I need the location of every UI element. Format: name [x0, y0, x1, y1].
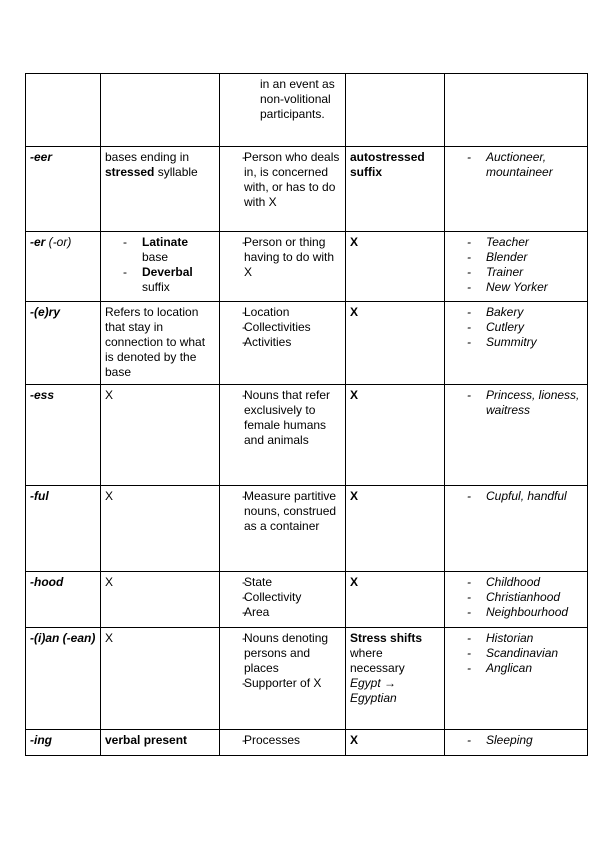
- meaning-cell: [220, 572, 346, 628]
- stress-cell: [346, 74, 445, 147]
- list-item: - Collectivity: [224, 590, 341, 605]
- meaning-cell: [220, 385, 346, 486]
- list-item: - Trainer: [449, 265, 583, 280]
- table-row: [26, 730, 588, 756]
- list-item: - Collectivities: [224, 320, 341, 335]
- base-cell: X: [101, 385, 220, 486]
- examples-cell: [445, 385, 588, 486]
- table-row: [26, 486, 588, 572]
- suffix-cell: -(i)an (-ean): [26, 628, 101, 730]
- meaning-cell: [220, 232, 346, 302]
- meaning-cell: [220, 147, 346, 232]
- list-item: - Childhood: [449, 575, 583, 590]
- list-item: - Cupful, handful: [449, 489, 583, 504]
- list-item: - Person or thing having to do with X: [224, 235, 341, 280]
- stress-cell: autostressed suffix: [346, 147, 445, 232]
- base-cell: X: [101, 486, 220, 572]
- stress-cell: X: [346, 572, 445, 628]
- meaning-cell: [220, 628, 346, 730]
- list-item: - Bakery: [449, 305, 583, 320]
- base-cell: X: [101, 572, 220, 628]
- stress-cell: X: [346, 730, 445, 756]
- list-item: - Location: [224, 305, 341, 320]
- list-item: - Teacher: [449, 235, 583, 250]
- list-item: - Activities: [224, 335, 341, 350]
- base-cell: Refers to location that stay in connection to what is denoted by the base: [101, 302, 220, 385]
- meaning-cell: [220, 302, 346, 385]
- table-row: [26, 302, 588, 385]
- base-cell: verbal present: [101, 730, 220, 756]
- list-item: - State: [224, 575, 341, 590]
- list-item: - Deverbal suffix: [105, 265, 215, 295]
- suffix-cell: -hood: [26, 572, 101, 628]
- list-item: - Supporter of X: [224, 676, 341, 691]
- list-item: - Nouns denoting persons and places: [224, 631, 341, 676]
- table-row: [26, 147, 588, 232]
- meaning-cell: [220, 74, 346, 147]
- suffix-cell: -ess: [26, 385, 101, 486]
- list-item: - Christianhood: [449, 590, 583, 605]
- list-item: - Processes: [224, 733, 341, 748]
- list-item: - Cutlery: [449, 320, 583, 335]
- base-cell: [101, 74, 220, 147]
- base-cell: bases ending in stressed syllable: [101, 147, 220, 232]
- suffix-cell: -(e)ry: [26, 302, 101, 385]
- suffix-table: [25, 73, 588, 756]
- table-row: [26, 74, 588, 147]
- meaning-cell: [220, 486, 346, 572]
- list-item: - Anglican: [449, 661, 583, 676]
- list-item: - Area: [224, 605, 341, 620]
- examples-cell: [445, 486, 588, 572]
- list-item: - Nouns that refer exclusively to female humans and animals: [224, 388, 341, 448]
- table-row: [26, 628, 588, 730]
- stress-cell: X: [346, 302, 445, 385]
- suffix-cell: -er (-or): [26, 232, 101, 302]
- table-row: [26, 232, 588, 302]
- examples-cell: [445, 302, 588, 385]
- suffix-cell: -eer: [26, 147, 101, 232]
- list-item: - Auctioneer, mountaineer: [449, 150, 583, 180]
- examples-cell: [445, 147, 588, 232]
- examples-cell: [445, 730, 588, 756]
- list-item: - Princess, lioness, waitress: [449, 388, 583, 418]
- base-cell: [101, 232, 220, 302]
- list-item: - Latinate base: [105, 235, 215, 265]
- list-item: - Sleeping: [449, 733, 583, 748]
- list-item: - Person who deals in, is concerned with, or has to do with X: [224, 150, 341, 210]
- stress-cell: X: [346, 232, 445, 302]
- examples-cell: [445, 74, 588, 147]
- stress-cell: X: [346, 486, 445, 572]
- list-item: - New Yorker: [449, 280, 583, 295]
- list-item: - Summitry: [449, 335, 583, 350]
- suffix-cell: [26, 74, 101, 147]
- suffix-cell: -ful: [26, 486, 101, 572]
- list-item: - Scandinavian: [449, 646, 583, 661]
- meaning-continuation: in an event as non-volitional participants.: [260, 77, 335, 121]
- stress-cell: Stress shifts where necessary Egypt → Egyptian: [346, 628, 445, 730]
- list-item: - Neighbourhood: [449, 605, 583, 620]
- suffix-cell: -ing: [26, 730, 101, 756]
- table-row: [26, 572, 588, 628]
- examples-cell: [445, 232, 588, 302]
- table-row: [26, 385, 588, 486]
- list-item: - Blender: [449, 250, 583, 265]
- examples-cell: [445, 572, 588, 628]
- base-cell: X: [101, 628, 220, 730]
- list-item: - Historian: [449, 631, 583, 646]
- stress-cell: X: [346, 385, 445, 486]
- list-item: - Measure partitive nouns, construed as a container: [224, 489, 341, 534]
- examples-cell: [445, 628, 588, 730]
- meaning-cell: [220, 730, 346, 756]
